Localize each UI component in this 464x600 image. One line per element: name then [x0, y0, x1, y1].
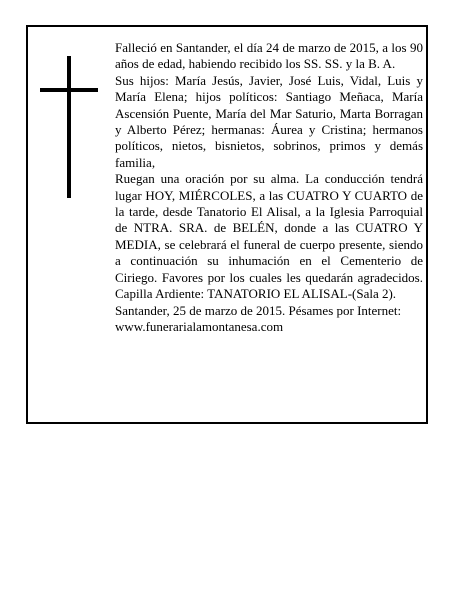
- notice-body: [115, 40, 423, 335]
- date-and-condolences: Santander, 25 de marzo de 2015. Pésames por Internet: www.funerarialamontanesa.com: [115, 302, 402, 334]
- cross-vertical-bar: [67, 56, 71, 198]
- obituary-notice: [26, 25, 428, 424]
- family-list: Sus hijos: María Jesús, Javier, José Luis, Vidal, Luis y María Elena; hijos políticos: Santiago Meñaca, María Ascensión Puente, María del Mar Saturio, Marta Borragan y Alberto Pérez; hermanas: Áurea y Cristina; hermanos políticos, nietos, bisnietos, sobrinos, primos y demás familia,: [115, 72, 423, 170]
- death-announcement: Falleció en Santander, el día 24 de marzo de 2015, a los 90 años de edad, habiendo recibido los SS. SS. y la B. A.: [115, 40, 423, 72]
- funeral-details: Ruegan una oración por su alma. La conducción tendrá lugar HOY, MIÉRCOLES, a las CUATRO Y CUARTO de la tarde, desde Tanatorio El Alisal, a la Iglesia Parroquial de NTRA. SRA. de BELÉN, donde a las CUATRO Y MEDIA, se celebrará el funeral de cuerpo presente, siendo a continuación su inhumación en el Cementerio de Ciriego. Favores por los cuales les quedarán agradecidos. Capilla Ardiente: TANATORIO EL ALISAL-(Sala 2).: [115, 171, 423, 302]
- cross-icon: [40, 56, 98, 198]
- cross-horizontal-bar: [40, 88, 98, 92]
